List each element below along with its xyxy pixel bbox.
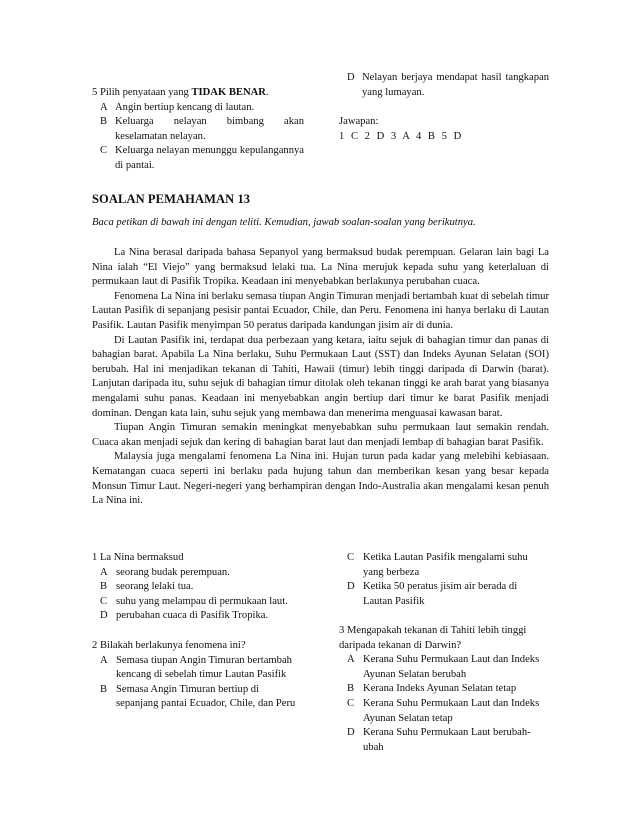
- option-c: C Keluarga nelayan menunggu kepulangannya di pantai.: [100, 145, 304, 171]
- paragraph: Di Lautan Pasifik ini, terdapat dua perbezaan yang ketara, iaitu sejuk di bahagian timur dan panas di bahagian barat. Apabila La Nina berlaku, Suhu Permukaan Laut (SST) dan Indeks Ayunan Selatan (SOI) berubah. Hal ini menjadikan tekanan di Tahiti, Hawaii (timur) lebih tinggi daripada di Darwin (barat). Lanjutan daripada itu, suhu sejuk di bahagian timur ditolak oleh tekanan tinggi ke arah barat yang biasanya mengalami suhu panas. Keadaan ini menyebabkan angin bertiup dari timur ke barat Pasifik menjadi dominan. Dengan kata lain, suhu sejuk yang membawa dan menerima menguasai kawasan barat.: [92, 334, 549, 419]
- question-3: [339, 624, 551, 755]
- option-c: C suhu yang melampau di permukaan laut.: [100, 595, 288, 607]
- option-b: B Kerana Indeks Ayunan Selatan tetap: [347, 683, 517, 695]
- question-2-continued: [339, 551, 544, 609]
- option-c: C Ketika Lautan Pasifik mengalami suhu yang berbeza: [347, 552, 528, 578]
- question-5-option-d: D Nelayan berjaya mendapat hasil tangkapan yang lumayan.: [347, 72, 549, 98]
- option-d: D Ketika 50 peratus jisim air berada di Lautan Pasifik: [347, 581, 518, 607]
- paragraph: La Nina berasal daripada bahasa Sepanyol yang bermaksud budak perempuan. Gelaran lain bagi La Nina ialah “El Viejo” yang bermaksud lelaki tua. La Nina merujuk kepada suhu yang keterlaluan di permukaan laut di Pasifik Tropika. Keadaan ini menyebabkan berlakunya perubahan cuaca.: [92, 247, 549, 288]
- option-a: A Semasa tiupan Angin Timuran bertambah kencang di sebelah timur Lautan Pasifik: [100, 654, 292, 681]
- section-title: SOALAN PEMAHAMAN 13: [92, 192, 251, 206]
- option-d: D perubahan cuaca di Pasifik Tropika.: [100, 610, 269, 622]
- option-b: B Keluarga nelayan bimbang akan keselamatan nelayan.: [100, 116, 304, 142]
- question-2: [92, 639, 302, 712]
- paragraph: Malaysia juga mengalami fenomena La Nina ini. Hujan turun pada kadar yang melebihi kebiasaan. Kematangan cuaca seperti ini berlaku pada hujung tahun dan memberikan kesan yang besar kepada Monsun Timur Laut. Negeri-negeri yang berhampiran dengan Indo-Australia akan mengalami kesan penuh La Nina ini.: [92, 451, 549, 507]
- answer-key: [339, 115, 549, 144]
- instruction: Baca petikan di bawah ini dengan teliti. Kemudian, jawab soalan-soalan yang berikutnya.: [92, 217, 476, 228]
- paragraph: Tiupan Angin Timuran semakin meningkat menyebabkan suhu permukaan laut semakin rendah. Cuaca akan menjadi sejuk dan kering di bahagian barat laut dan menjadi lembap di bahagian barat Pasifik.: [92, 422, 549, 448]
- question-1: [92, 551, 302, 624]
- option-b: B seorang lelaki tua.: [100, 581, 194, 593]
- question-2-stem: 2 Bilakah berlakunya fenomena ini?: [92, 640, 246, 651]
- answer-key-label: Jawapan:: [339, 116, 379, 127]
- option-b: B Semasa Angin Timuran bertiup di sepanjang pantai Ecuador, Chile, dan Peru: [100, 683, 296, 710]
- option-a: A Angin bertiup kencang di lautan.: [100, 101, 255, 113]
- option-d: D Kerana Suhu Permukaan Laut berubah-ubah: [347, 727, 531, 753]
- question-5-stem: 5 Pilih penyataan yang TIDAK BENAR.: [92, 87, 269, 98]
- question-1-stem: 1 La Nina bermaksud: [92, 552, 184, 563]
- answer-key-values: 1 C 2 D 3 A 4 B 5 D: [339, 130, 462, 142]
- question-3-stem: 3 Mengapakah tekanan di Tahiti lebih tinggi daripada tekanan di Darwin?: [339, 625, 527, 651]
- option-a: A seorang budak perempuan.: [100, 566, 230, 578]
- option-c: C Kerana Suhu Permukaan Laut dan Indeks Ayunan Selatan tetap: [347, 697, 540, 724]
- emphasis-text: TIDAK BENAR: [191, 87, 266, 98]
- option-a: A Kerana Suhu Permukaan Laut dan Indeks Ayunan Selatan berubah: [347, 654, 540, 680]
- question-5: [92, 86, 304, 174]
- reading-passage: [92, 246, 549, 509]
- paragraph: Fenomena La Nina ini berlaku semasa tiupan Angin Timuran menjadi bertambah kuat di sebelah timur Lautan Pasifik di sepanjang pesisir pantai Ecuador, Chile, dan Peru. Fenomena ini hanya berlaku di Lautan Pasifik. Lautan Pasifik menyimpan 50 peratus daripada kandungan jisim air di dunia.: [92, 290, 549, 331]
